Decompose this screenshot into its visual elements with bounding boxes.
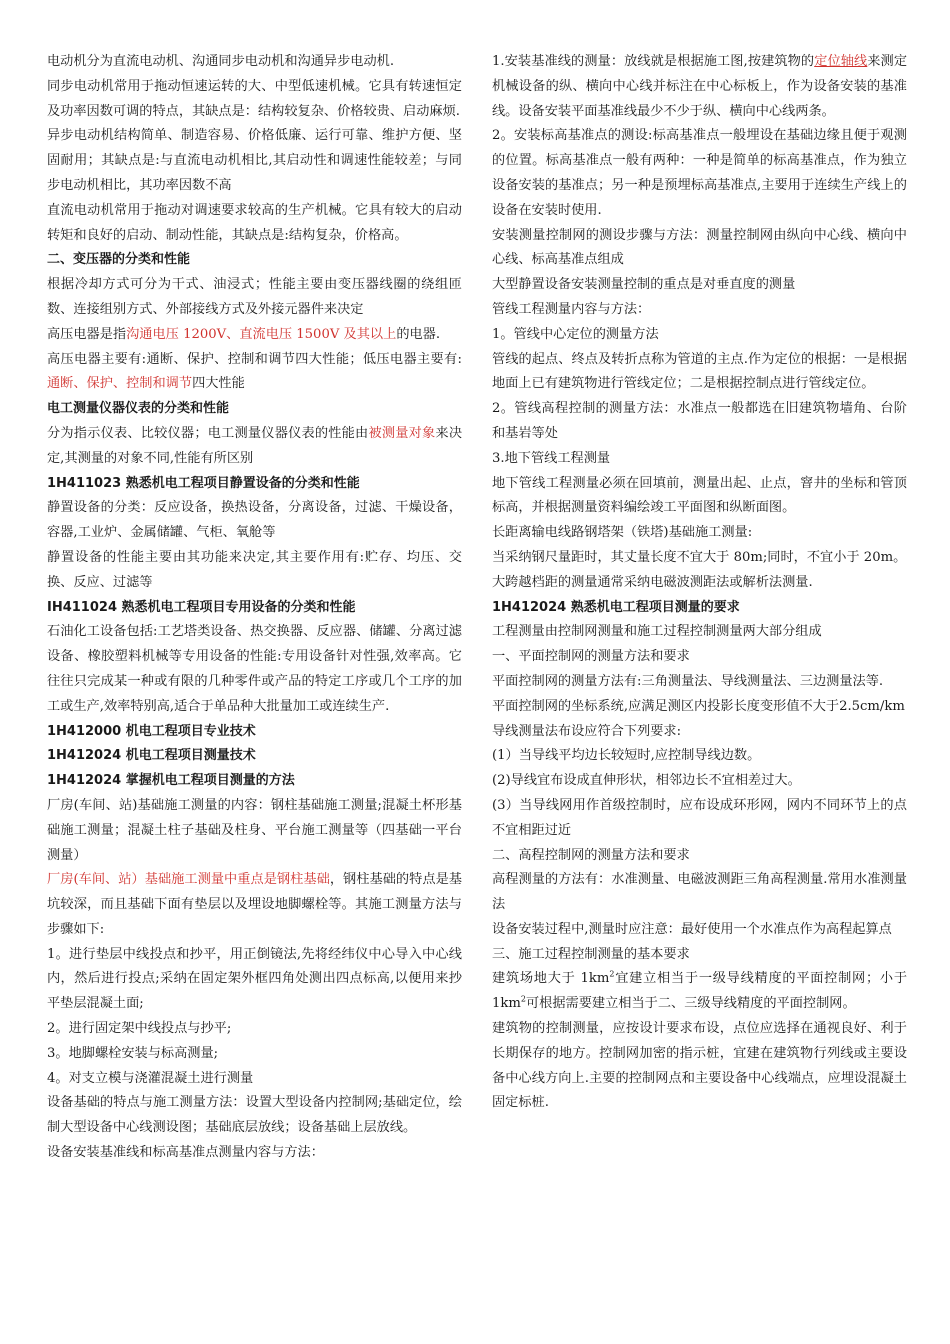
paragraph (492, 447, 907, 472)
text-span: 宜建立相当于一级导线精度的平面控制网；小于 1km (492, 971, 908, 1012)
paragraph (47, 323, 462, 348)
left-column (47, 50, 462, 1166)
text-span: 可根据需要建立相当于二、三级导线精度的平面控制网。 (525, 996, 856, 1012)
text-span: IH411024 熟悉机电工程项目专用设备的分类和性能 (47, 599, 356, 615)
section-heading (47, 720, 462, 745)
paragraph (492, 1017, 907, 1116)
text-span: 四大性能 (192, 376, 245, 392)
text-span: 2。进行固定架中线投点与抄平; (47, 1021, 232, 1037)
section-heading (47, 769, 462, 794)
paragraph (492, 546, 907, 571)
paragraph (492, 943, 907, 968)
text-span: ，钢柱基础的特点是基坑较深，而且基础下面有垫层以及埋设地脚螺栓等。其施工测量方法与步骤如下: (47, 872, 462, 937)
text-span: 大型静置设备安装测量控制的重点是对垂直度的测量 (492, 277, 796, 293)
paragraph (492, 521, 907, 546)
paragraph (492, 844, 907, 869)
section-heading (47, 596, 462, 621)
text-span: 的电器. (396, 326, 441, 342)
paragraph (47, 1042, 462, 1067)
text-span: 高压电器主要有:通断、保护、控制和调节四大性能；低压电器主要有: (47, 351, 462, 367)
text-span: 分为指示仪表、比较仪器；电工测量仪器仪表的性能由 (47, 425, 369, 441)
text-span: 1H411023 熟悉机电工程项目静置设备的分类和性能 (47, 475, 360, 491)
text-span: 二、高程控制网的测量方法和要求 (492, 847, 690, 863)
text-span: 三、施工过程控制测量的基本要求 (492, 946, 690, 962)
highlight-text: 沟通电压 1200V、直流电压 1500V 及其以上 (126, 326, 397, 342)
paragraph (492, 918, 907, 943)
paragraph (47, 868, 462, 942)
paragraph (47, 546, 462, 596)
paragraph (492, 571, 907, 596)
section-heading (47, 472, 462, 497)
paragraph (492, 670, 907, 695)
paragraph (492, 124, 907, 223)
text-span: 来决定,其测量的对象不同,性能有所区别 (47, 425, 463, 466)
text-span: 异步电动机结构简单、制造容易、价格低廉、运行可靠、维护方便、坚固耐用；其缺点是:与直流电动机相比,其启动性和调速性能较差；与同步电动机相比，其功率因数不高 (47, 128, 462, 193)
text-span: 1H412024 掌握机电工程项目测量的方法 (47, 773, 295, 789)
text-span: 2。安装标高基准点的测设:标高基准点一般埋设在基础边缘且便于观测的位置。标高基准点一般有两种：一种是简单的标高基准点，作为独立设备安装的基准点；另一种是预埋标高基准点,主要用于连续生产线上的设备在安装时使用. (492, 128, 907, 218)
paragraph (492, 794, 907, 844)
text-span: 静置设备的分类：反应设备，换热设备，分离设备，过滤、干燥设备，容器,工业炉、金属储罐、气柜、氧舱等 (47, 500, 462, 541)
paragraph (47, 422, 462, 472)
paragraph (47, 199, 462, 249)
text-span: (2)导线宜布设成直伸形状，相邻边长不宜相差过大。 (492, 773, 801, 789)
text-span: 电工测量仪器仪表的分类和性能 (47, 401, 230, 417)
paragraph (492, 224, 907, 274)
paragraph (492, 298, 907, 323)
paragraph (47, 794, 462, 868)
paragraph (47, 348, 462, 398)
paragraph (492, 348, 907, 398)
text-span: 安装测量控制网的测设步骤与方法：测量控制网由纵向中心线、横向中心线、标高基准点组成 (492, 227, 907, 268)
highlight-text: 通断、保护、控制和调节 (47, 376, 193, 392)
paragraph (492, 769, 907, 794)
paragraph (47, 620, 462, 719)
paragraph (492, 744, 907, 769)
text-span: 石油化工设备包括:工艺塔类设备、热交换器、反应器、储罐、分离过滤设备、橡胶塑料机械等专用设备的性能:专用设备针对性强,效率高。它往往只完成某一种或有限的几种零件或产品的特定工序或几个工序的加工或生产,效率特别高,适合于单品种大批量加工或连续生产. (47, 624, 462, 714)
paragraph (492, 868, 907, 918)
paragraph (492, 645, 907, 670)
text-span: 当采纳钢尺量距时，其丈量长度不宜大于 80m;同时，不宜小于 20m。 (492, 549, 907, 565)
paragraph (492, 620, 907, 645)
paragraph (47, 124, 462, 198)
paragraph (47, 943, 462, 1017)
text-span: 1。管线中心定位的测量方法 (492, 326, 659, 342)
text-span: 根据冷却方式可分为干式、油浸式；性能主要由变压器线圈的绕组匝数、连接组别方式、外部接线方式及外接元器件来决定 (47, 277, 462, 317)
section-heading (47, 397, 462, 422)
text-span: 高程测量的方法有：水准测量、电磁波测距三角高程测量.常用水准测量法 (492, 872, 907, 913)
text-span: 直流电动机常用于拖动对调速要求较高的生产机械。它具有较大的启动转矩和良好的启动、制动性能，其缺点是:结构复杂，价格高。 (47, 202, 462, 243)
text-span: 管线的起点、终点及转折点称为管道的主点.作为定位的根据：一是根据地面上已有建筑物进行管线定位；二是根据控制点进行管线定位。 (492, 351, 907, 392)
text-span: 管线工程测量内容与方法： (492, 301, 651, 317)
text-span: 厂房(车间、站)基础施工测量的内容：钢柱基础施工测量;混凝土杯形基础施工测量；混凝土柱子基础及柱身、平台施工测量等（四基础一平台测量） (47, 797, 462, 863)
paragraph (492, 967, 907, 1017)
paragraph (47, 273, 462, 323)
text-span: 2。管线高程控制的测量方法：水准点一般都选在旧建筑物墙角、台阶和基岩等处 (492, 401, 907, 441)
paragraph (492, 397, 907, 447)
text-span: (1）当导线平均边长较短时,应控制导线边数。 (492, 748, 761, 764)
text-span: 建筑场地大于 1km (492, 971, 610, 987)
right-column (492, 50, 907, 1116)
paragraph (492, 50, 907, 124)
text-span: 3。地脚螺栓安装与标高测量; (47, 1045, 219, 1061)
highlight-text: 被测量对象 (368, 425, 436, 441)
highlight-text: 厂房(车间、站）基础施工测量中重点是钢柱基础 (47, 872, 330, 888)
section-heading (47, 248, 462, 273)
text-span: 1H412024 熟悉机电工程项目测量的要求 (492, 599, 740, 615)
text-span: 1。进行垫层中线投点和抄平，用正倒镜法,先将经纬仪中心导入中心线内，然后进行投点;采纳在固定架外框四角处测出四点标高,以便用来抄平垫层混凝土面; (47, 946, 462, 1012)
text-span: 一、平面控制网的测量方法和要求 (492, 649, 690, 665)
text-span: 高压电器是指 (47, 326, 127, 342)
link-text[interactable]: 定位轴线 (814, 54, 868, 69)
text-span: 二、变压器的分类和性能 (47, 252, 191, 268)
text-span: 平面控制网的测量方法有:三角测量法、导线测量法、三边测量法等. (492, 673, 884, 689)
text-span: 来测定机械设备的纵、横向中心线并标注在中心标板上，作为设备安装的基准线。设备安装平面基准线最少不少于纵、横向中心线两条。 (492, 54, 908, 119)
section-heading (47, 744, 462, 769)
paragraph (492, 323, 907, 348)
text-span: 电动机分为直流电动机、沟通同步电动机和沟通异步电动机. (47, 54, 395, 69)
text-span: 长距离输电线路钢塔架（铁塔)基础施工测量: (492, 525, 753, 541)
paragraph (47, 1141, 462, 1166)
paragraph (47, 50, 462, 75)
text-span: 4。对支立模与浇灌混凝土进行测量 (47, 1070, 254, 1086)
text-span: 3.地下管线工程测量 (492, 450, 611, 466)
text-span: 大跨越档距的测量通常采纳电磁波测距法或解析法测量. (492, 574, 813, 590)
text-span: 导线测量法布设应符合下列要求: (492, 723, 682, 739)
text-span: 设备安装基准线和标高基准点测量内容与方法： (47, 1145, 324, 1161)
text-span: 2 (609, 970, 615, 980)
paragraph (47, 496, 462, 546)
text-span: 建筑物的控制测量，应按设计要求布设，点位应选择在通视良好、利于长期保存的地方。控制网加密的指示桩，宜建在建筑物行列线或主要设备中心线方向上.主要的控制网点和主要设备中心线端点，应埋设混凝土固定标桩. (492, 1021, 907, 1111)
paragraph (492, 695, 907, 720)
text-span: 设备安装过程中,测量时应注意：最好使用一个水准点作为高程起算点 (492, 921, 892, 937)
paragraph (492, 273, 907, 298)
section-heading (492, 596, 907, 621)
paragraph (47, 1017, 462, 1042)
text-span: 平面控制网的坐标系统,应满足测区内投影长度变形值不大于2.5cm/km (492, 698, 905, 714)
paragraph (492, 720, 907, 745)
text-span: 设备基础的特点与施工测量方法：设置大型设备内控制网;基础定位，绘制大型设备中心线测设图；基础底层放线；设备基础上层放线。 (47, 1095, 462, 1136)
paragraph (492, 472, 907, 522)
text-span: (3）当导线网用作首级控制时，应布设成环形网，网内不同环节上的点不宜相距过近 (492, 797, 907, 838)
text-span: 同步电动机常用于拖动恒速运转的大、中型低速机械。它具有转速恒定及功率因数可调的特点，其缺点是：结构较复杂、价格较贵、启动麻烦. (47, 78, 462, 119)
text-span: 1H412024 机电工程项目测量技术 (47, 748, 256, 764)
text-span: 工程测量由控制网测量和施工过程控制测量两大部分组成 (492, 624, 822, 640)
paragraph (47, 1067, 462, 1092)
text-span: 1.安装基准线的测量：放线就是根据施工图,按建筑物的 (492, 54, 815, 69)
text-span: 静置设备的性能主要由其功能来决定,其主要作用有:贮存、均压、交换、反应、过滤等 (47, 549, 462, 590)
paragraph (47, 1091, 462, 1141)
paragraph (47, 75, 462, 125)
text-span: 2 (520, 994, 526, 1004)
text-span: 1H412000 机电工程项目专业技术 (47, 723, 256, 739)
text-span: 地下管线工程测量必须在回填前，测量出起、止点，窨井的坐标和管顶标高，并根据测量资料编绘竣工平面图和纵断面图。 (492, 475, 907, 516)
